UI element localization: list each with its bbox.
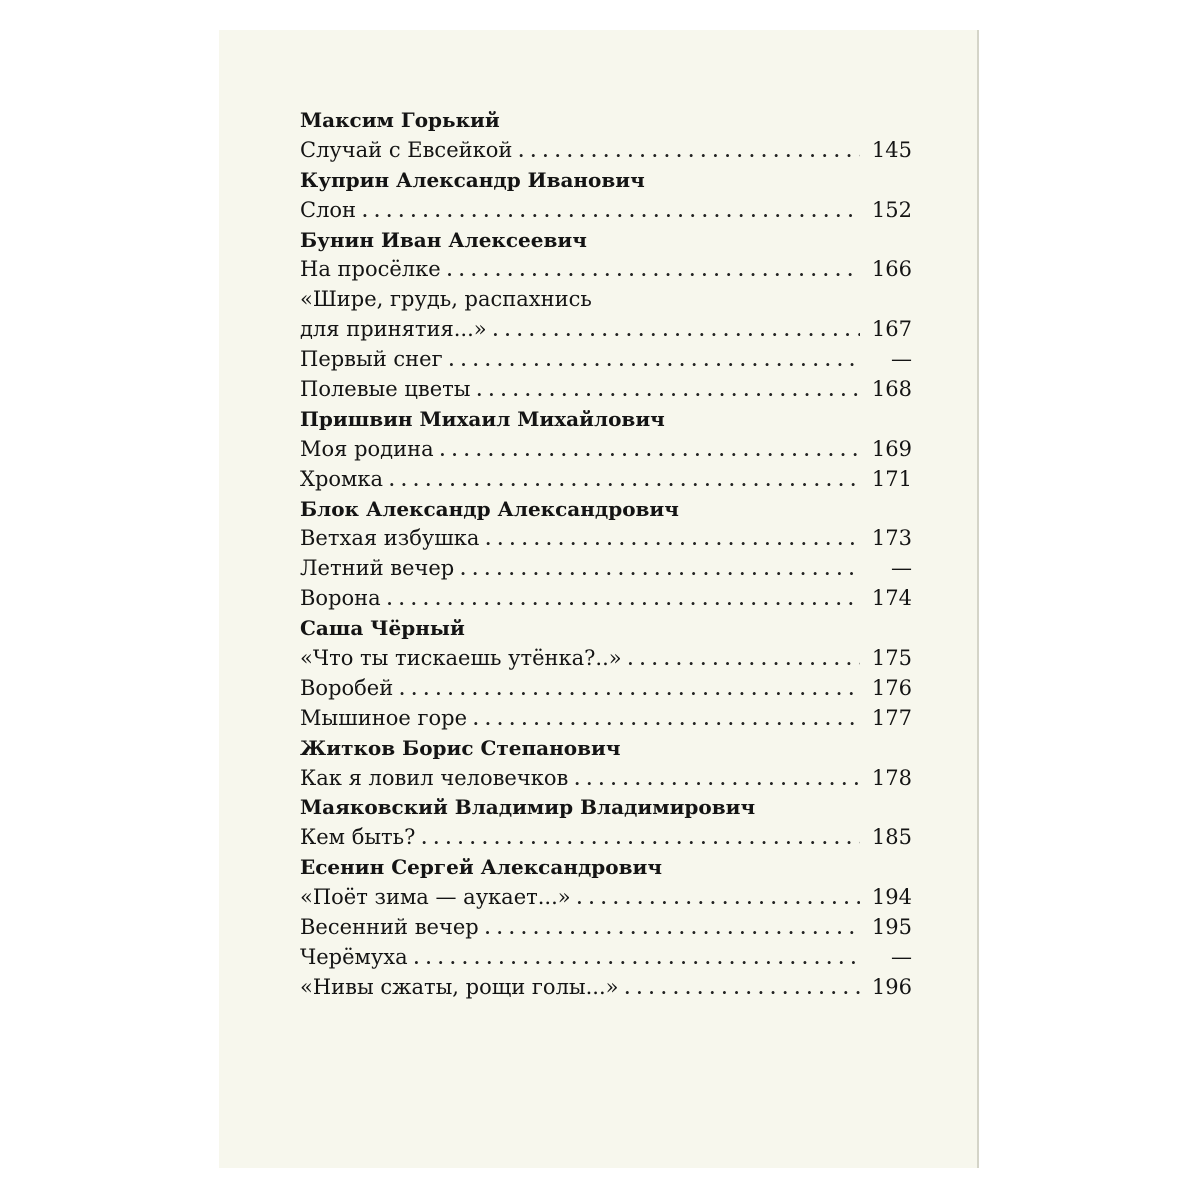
table-of-contents: [300, 106, 912, 1003]
toc-entry: [300, 554, 912, 584]
toc-author: [300, 166, 912, 196]
entry-title: Мышиное горе: [300, 705, 467, 730]
dot-leader: [449, 346, 860, 376]
author-name: Бунин Иван Алексеевич: [300, 227, 587, 252]
dot-leader: [421, 824, 860, 854]
dot-leader: [414, 944, 860, 974]
entry-title: Ветхая избушка: [300, 526, 480, 551]
toc-entry: [300, 584, 912, 614]
dot-leader: [389, 466, 860, 496]
toc-entry: [300, 973, 912, 1003]
page-number: 177: [871, 705, 912, 730]
toc-entry: [300, 315, 912, 345]
dot-leader: [493, 316, 860, 346]
entry-title: Полевые цветы: [300, 377, 471, 402]
dot-leader: [485, 914, 860, 944]
entry-title: «Поёт зима — аукает...»: [300, 885, 571, 910]
toc-entry: [300, 465, 912, 495]
page-number: 195: [871, 915, 912, 940]
dot-leader: [440, 436, 860, 466]
page-number: 178: [871, 765, 912, 790]
toc-entry: [300, 255, 912, 285]
toc-author: [300, 495, 912, 525]
toc-entry: [300, 883, 912, 913]
entry-title-line: «Шире, грудь, распахнись: [300, 287, 592, 312]
page-number: —: [891, 556, 912, 581]
entry-title: Ворона: [300, 586, 381, 611]
toc-entry: [300, 524, 912, 554]
entry-title: На просёлке: [300, 257, 441, 282]
toc-author: [300, 793, 912, 823]
entry-title: Хромка: [300, 466, 384, 491]
entry-title: Слон: [300, 197, 357, 222]
dot-leader: [473, 705, 860, 735]
author-name: Житков Борис Степанович: [300, 735, 621, 760]
toc-entry: [300, 375, 912, 405]
dot-leader: [574, 765, 860, 795]
dot-leader: [577, 884, 860, 914]
author-name: Саша Чёрный: [300, 616, 465, 641]
page-number: 185: [871, 825, 912, 850]
page-number: 194: [871, 885, 912, 910]
dot-leader: [447, 256, 860, 286]
dot-leader: [628, 645, 860, 675]
toc-author: [300, 106, 912, 136]
toc-author: [300, 853, 912, 883]
entry-title: «Нивы сжаты, рощи голы...»: [300, 974, 619, 999]
dot-leader: [518, 137, 860, 167]
page-number: 152: [871, 197, 912, 222]
toc-entry: [300, 644, 912, 674]
toc-entry: [300, 764, 912, 794]
page-number: 145: [871, 137, 912, 162]
toc-entry-line: [300, 285, 912, 315]
page-number: 176: [871, 675, 912, 700]
entry-title: Летний вечер: [300, 556, 455, 581]
dot-leader: [362, 197, 860, 227]
dot-leader: [625, 974, 860, 1004]
dot-leader: [399, 675, 860, 705]
author-name: Блок Александр Александрович: [300, 496, 679, 521]
author-name: Пришвин Михаил Михайлович: [300, 406, 665, 431]
entry-title: Кем быть?: [300, 825, 416, 850]
dot-leader: [460, 555, 860, 585]
toc-entry: [300, 823, 912, 853]
page-number: —: [891, 944, 912, 969]
author-name: Есенин Сергей Александрович: [300, 855, 662, 880]
entry-title: Весенний вечер: [300, 915, 479, 940]
entry-title: Черёмуха: [300, 944, 408, 969]
dot-leader: [476, 376, 860, 406]
toc-entry: [300, 913, 912, 943]
page-number: 173: [871, 526, 912, 551]
entry-title: для принятия...»: [300, 317, 487, 342]
toc-entry: [300, 943, 912, 973]
toc-entry: [300, 704, 912, 734]
page-number: —: [891, 347, 912, 372]
page-number: 175: [871, 646, 912, 671]
toc-author: [300, 614, 912, 644]
entry-title: Случай с Евсейкой: [300, 137, 513, 162]
entry-title: Как я ловил человечков: [300, 765, 569, 790]
author-name: Максим Горький: [300, 108, 500, 132]
toc-entry: [300, 136, 912, 166]
page-number: 168: [871, 377, 912, 402]
toc-author: [300, 226, 912, 256]
author-name: Куприн Александр Иванович: [300, 167, 645, 192]
toc-entry: [300, 345, 912, 375]
toc-entry: [300, 674, 912, 704]
author-name: Маяковский Владимир Владимирович: [300, 795, 756, 820]
dot-leader: [387, 585, 860, 615]
toc-author: [300, 734, 912, 764]
page-number: 171: [871, 466, 912, 491]
page-number: 196: [871, 974, 912, 999]
page-number: 167: [871, 317, 912, 342]
dot-leader: [485, 525, 860, 555]
entry-title: «Что ты тискаешь утёнка?..»: [300, 646, 622, 671]
toc-author: [300, 405, 912, 435]
page-number: 174: [871, 586, 912, 611]
entry-title: Моя родина: [300, 436, 434, 461]
toc-entry: [300, 196, 912, 226]
page-number: 169: [871, 436, 912, 461]
page-number: 166: [871, 257, 912, 282]
entry-title: Первый снег: [300, 347, 443, 372]
entry-title: Воробей: [300, 675, 394, 700]
toc-entry: [300, 435, 912, 465]
